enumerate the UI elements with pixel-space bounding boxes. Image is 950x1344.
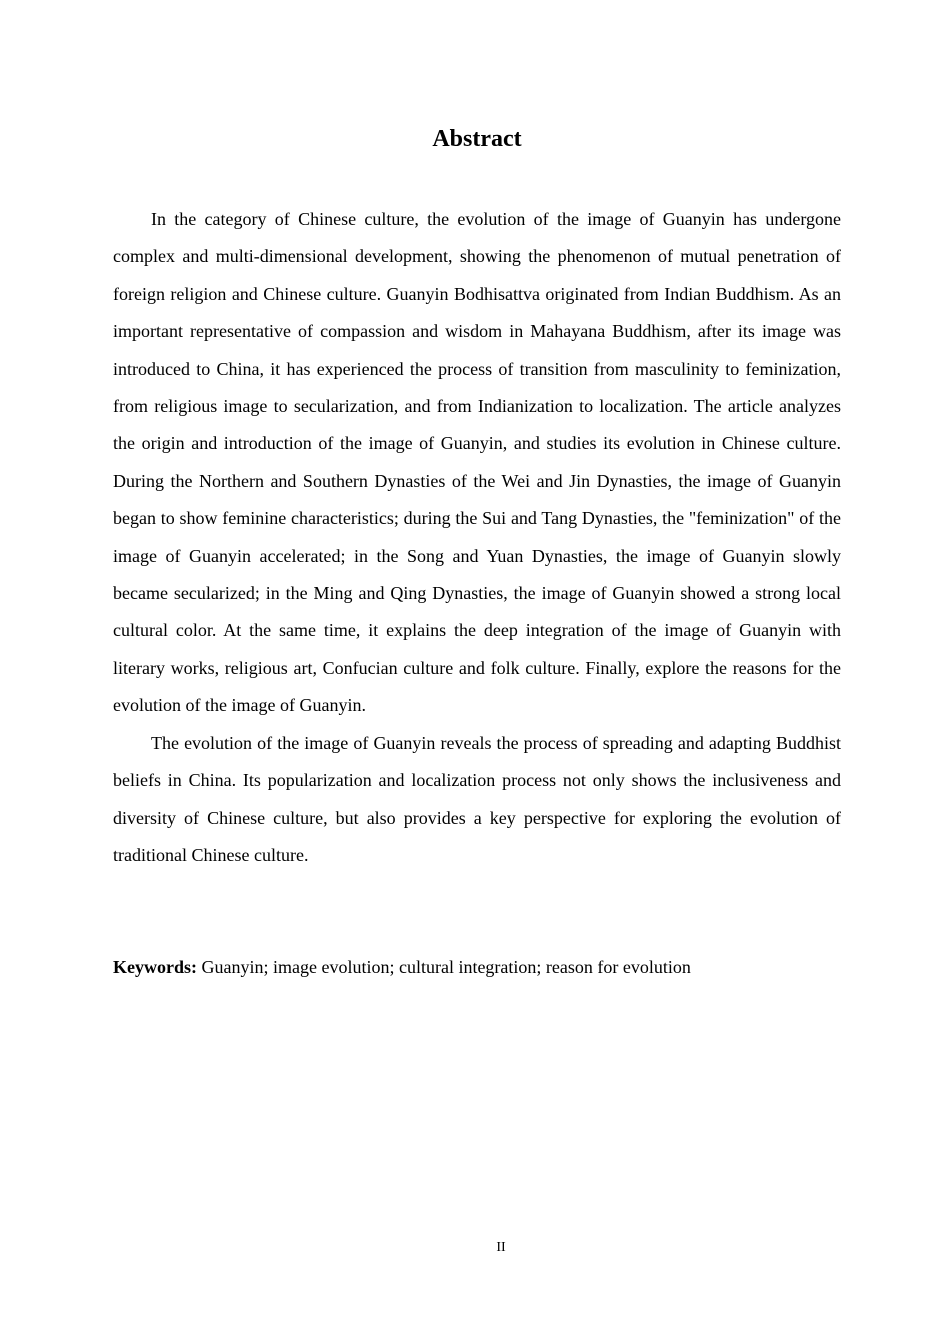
abstract-paragraph-1: In the category of Chinese culture, the evolution of the image of Guanyin has undergone complex and multi-dimensional development, showing the phenomenon of mutual penetration of foreign religion and Chinese culture. Guanyin Bodhisattva originated from Indian Buddhism. As an important representative of compassion and wisdom in Mahayana Buddhism, after its image was introduced to China, it has experienced the process of transition from masculinity to feminization, from religious image to secularization, and from Indianization to localization. The article analyzes the origin and introduction of the image of Guanyin, and studies its evolution in Chinese culture. During the Northern and Southern Dynasties of the Wei and Jin Dynasties, the image of Guanyin began to show feminine characteristics; during the Sui and Tang Dynasties, the "feminization" of the image of Guanyin accelerated; in the Song and Yuan Dynasties, the image of Guanyin slowly became secularized; in the Ming and Qing Dynasties, the image of Guanyin showed a strong local cultural color. At the same time, it explains the deep integration of the image of Guanyin with literary works, religious art, Confucian culture and folk culture. Finally, explore the reasons for the evolution of the image of Guanyin. — [113, 209, 841, 716]
keywords-label: Keywords: — [113, 957, 197, 977]
keywords-text: Guanyin; image evolution; cultural integration; reason for evolution — [197, 957, 691, 977]
keywords-line — [113, 949, 841, 986]
abstract-title: Abstract — [432, 126, 522, 152]
abstract-paragraph-2: The evolution of the image of Guanyin reveals the process of spreading and adapting Buddhist beliefs in China. Its popularization and localization process not only shows the inclusiveness and diversity of Chinese culture, but also provides a key perspective for exploring the evolution of traditional Chinese culture. — [113, 732, 841, 865]
page-number: II — [496, 1240, 506, 1255]
abstract-body — [113, 201, 841, 874]
